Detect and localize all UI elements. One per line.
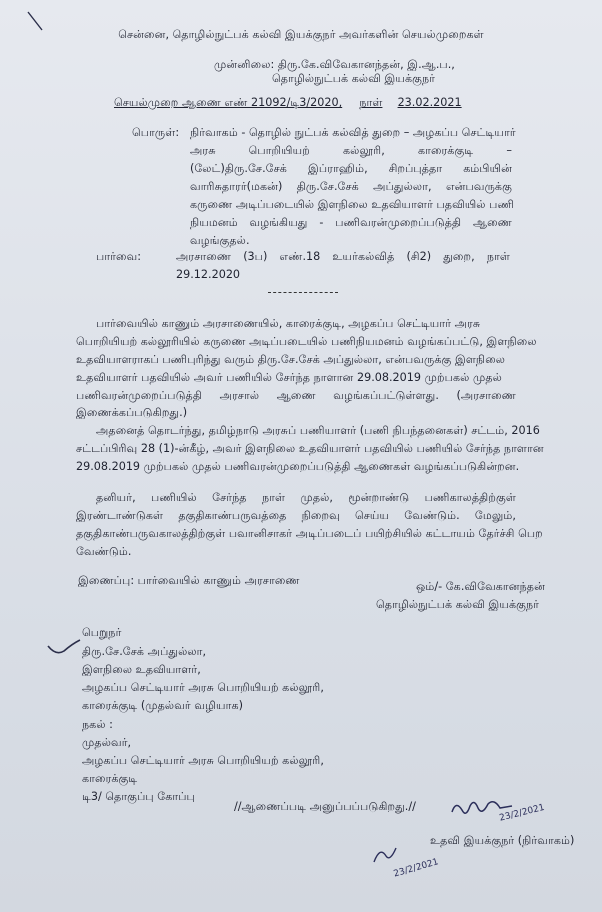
forwarded-note: //ஆணைப்படி அனுப்பப்படுகிறது.// [234,800,416,813]
para1-line: பணிவரன்முறைப்படுத்தி அரசால் ஆணை வழங்கப்பட்டுள்ளது. (அரசாணை [76,389,516,402]
para3-line: தகுதிகாண்பருவகாலத்திற்குள் பவானிசாகர் அடிப்படைப் பயிற்சியில் கட்டாயம் தேர்ச்சி பெற [76,527,543,540]
subject-label: பொருள்: [132,126,180,139]
para3-line: இரண்டாண்டுகள் தகுதிகாண்பருவத்தை நிறைவு செய்ய வேண்டும். மேலும், [76,509,516,522]
para2-line: சட்டப்பிரிவு 28 (1)-ன்கீழ், அவர் இளநிலை உதவியாளர் பதவியில் பணியில் சேர்ந்த நாளான [76,442,544,455]
order-line [114,96,462,110]
para1-line: பொறியியற் கல்லூரியில் கருணை அடிப்படையில் பணிநியமனம் வழங்கப்பட்டு, இளநிலை [76,335,537,348]
signer-designation: தொழில்நுட்பக் கல்வி இயக்குநர் [376,598,540,611]
subject-line: வழங்குதல். [190,234,250,247]
copy-line: காரைக்குடி [82,772,138,785]
presence-line-1: முன்னிலை: திரு.கே.விவேகானந்தன், இ.ஆ.ப., [214,58,455,71]
para3-line: வேண்டும். [76,545,132,558]
reference-label: பார்வை: [96,250,142,263]
handwritten-date: 23/2/2021 [392,857,440,880]
subject-line: கருணை அடிப்படையில் இளநிலை உதவியாளர் பதவியில் பணி [190,198,515,211]
copy-label: நகல் : [82,718,113,731]
copy-line: அழகப்ப செட்டியார் அரசு பொறியியற் கல்லூரி, [82,754,324,767]
subject-line: அரசு பொறியியற் கல்லூரி, காரைக்குடி – [190,144,512,157]
para1-line: உதவியாளராகப் பணிபுரிந்து வரும் திரு.சே.சேக் அப்துல்லா, என்பவருக்கு இளநிலை [76,353,506,366]
recipient-label: பெறுநர் [82,626,122,639]
para1-line: பார்வையில் காணும் அரசாணையில், காரைக்குடி, அழகப்ப செட்டியார் அரசு [96,317,481,330]
recipient-line: திரு.சே.சேக் அப்துல்லா, [82,645,207,658]
recipient-line: அழகப்ப செட்டியார் அரசு பொறியியற் கல்லூரி, [82,681,324,694]
para1-line: உதவியாளர் பதவியில் அவர் பணியில் சேர்ந்த நாளான 29.08.2019 முற்பகல் முதல் [76,371,502,384]
copy-line: டி3/ தொகுப்பு கோப்பு [82,790,195,803]
subject-line: (லேட்)திரு.சே.சேக் இப்ராஹிம், சிறப்புத்தா கம்பியின் [190,162,512,175]
subject-line: நிர்வாகம் - தொழில் நுட்பக் கல்வித் துறை – அழகப்ப செட்டியார் [190,126,516,139]
separator-line [268,292,338,293]
initials-mark-icon [370,842,400,866]
handwritten-date: 23/2/2021 [498,802,546,824]
subject-line: நியமனம் வழங்கியது - பணிவரன்முறைப்படுத்தி ஆணை [190,216,512,229]
recipient-line: இளநிலை உதவியாளர், [82,663,201,676]
para3-line: தனியர், பணியில் சேர்ந்த நாள் முதல், மூன்றாண்டு பணிகாலத்திற்குள் [96,491,516,504]
signed-by: ஒம்/- கே.விவேகானந்தன் [416,580,545,593]
copy-line: முதல்வர், [82,736,132,749]
para2-line: அதனைத் தொடர்ந்து, தமிழ்நாடு அரசுப் பணியாளர் (பணி நிபந்தனைகள்) சட்டம், 2016 [96,424,540,437]
enclosure-line: இணைப்பு: பார்வையில் காணும் அரசாணை [78,574,300,587]
subject-line: வாரிசுதாரர்(மகன்) திரு.சே.சேக் அப்துல்லா, என்பவருக்கு [190,180,512,193]
tick-mark-icon [46,636,86,658]
recipient-line: காரைக்குடி (முதல்வர் வழியாக) [82,699,244,712]
para2-line: 29.08.2019 முற்பகல் முதல் பணிவரன்முறைப்படுத்தி ஆணைகள் வழங்கப்படுகின்றன. [76,460,520,473]
para1-line: இணைக்கப்படுகிறது.) [76,406,188,419]
bottom-designation: உதவி இயக்குநர் (நிர்வாகம்) [430,834,575,847]
reference-line-1: அரசாணை (3ப) எண்.18 உயர்கல்வித் (சி2) துறை, நாள் [176,250,510,263]
document-title: சென்னை, தொழில்நுட்பக் கல்வி இயக்குநர் அவர்களின் செயல்முறைகள் [118,28,484,41]
order-number: செயல்முறை ஆணை எண் 21092/டி3/2020, [114,96,343,109]
reference-line-2: 29.12.2020 [176,268,241,281]
order-date-label: நாள் [359,96,383,109]
presence-line-2: தொழில்நுட்பக் கல்வி இயக்குநர் [272,72,436,85]
order-date: 23.02.2021 [397,96,462,109]
